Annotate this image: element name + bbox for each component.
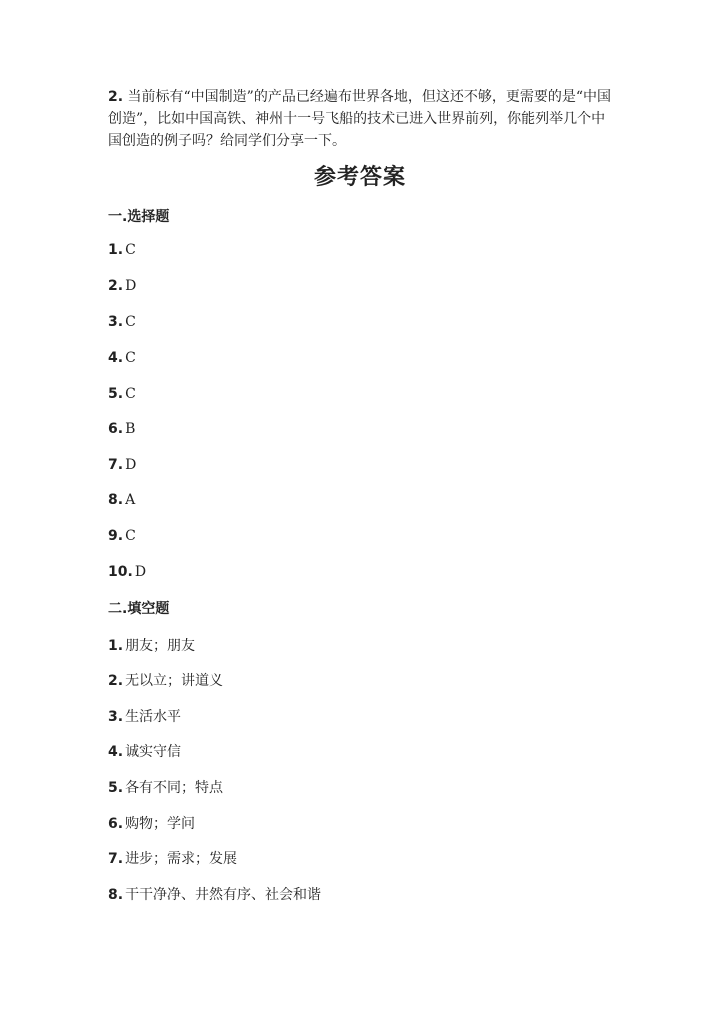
page-title: 参考答案 [313,165,406,190]
answer-item: 6. 购物；学问 [108,816,196,832]
answer-item: 2. D [108,278,137,294]
answer-item: 7. D [108,457,137,473]
answer-item: 1. 朋友；朋友 [108,638,196,654]
section-heading-choice: 一.选择题 [108,209,170,225]
answer-item: 4. 诚实守信 [108,744,182,760]
answer-item: 1. C [108,242,136,258]
answer-item: 3. C [108,314,136,330]
answer-item: 6. B [108,421,136,437]
answer-item: 9. C [108,528,136,544]
question-text: 当前标有“中国制造”的产品已经遍布世界各地，但这还不够，更需要的是“中国创造”，比如中国高铁、神州十一号飞船的技术已进入世界前列，你能列举几个中国创造的例子吗？给同学们分享一下。 [108,89,611,149]
section-heading-fill: 二.填空题 [108,601,170,617]
answer-item: 4. C [108,350,136,366]
answer-item: 8. A [108,492,136,508]
question-paragraph [108,86,618,152]
answer-item: 7. 进步；需求；发展 [108,851,238,867]
answer-item: 10. D [108,564,147,580]
answer-item: 5. C [108,386,136,402]
answer-item: 5. 各有不同；特点 [108,780,224,796]
question-number: 2. [108,89,124,105]
answer-item: 3. 生活水平 [108,709,182,725]
answer-item: 2. 无以立；讲道义 [108,673,224,689]
answer-item: 8. 干干净净、井然有序、社会和谐 [108,887,322,903]
